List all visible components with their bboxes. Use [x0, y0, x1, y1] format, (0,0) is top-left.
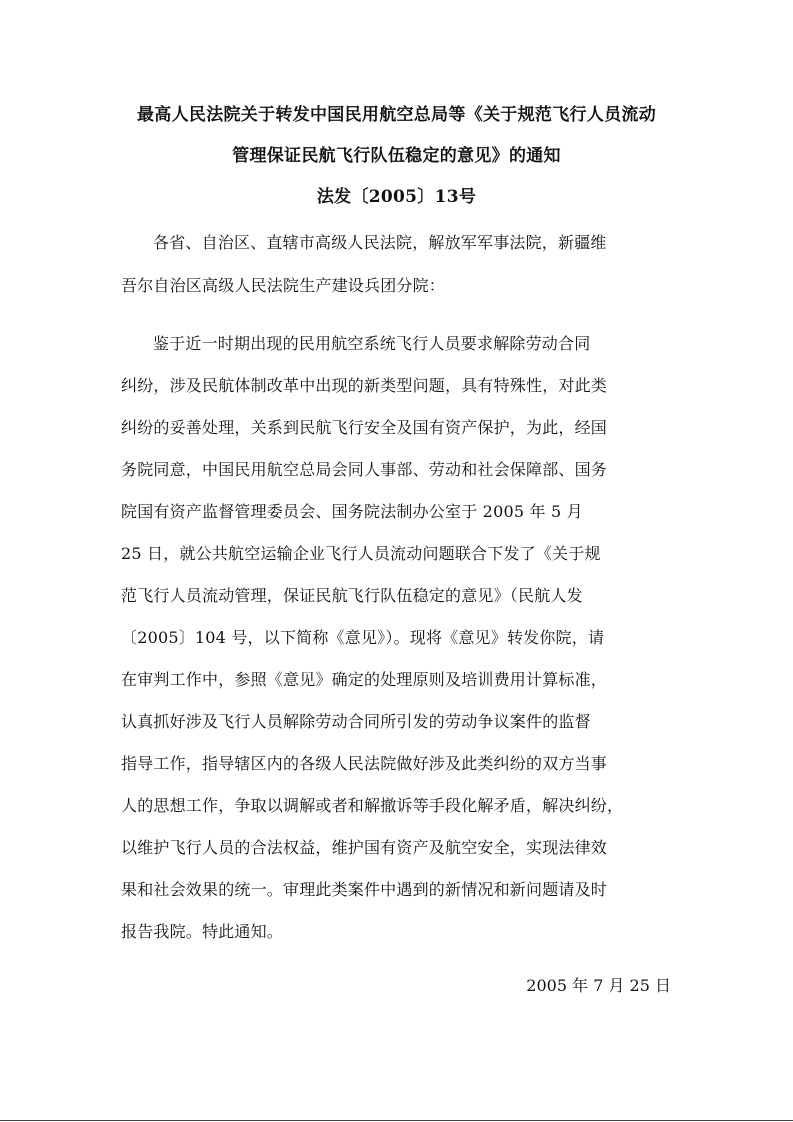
- body-line-1: 鉴于近一时期出现的民用航空系统飞行人员要求解除劳动合同: [153, 334, 591, 353]
- addressee-line-1: 各省、自治区、直辖市高级人民法院，解放军军事法院，新疆维: [153, 233, 607, 252]
- body-line-5: 院国有资产监督管理委员会、国务院法制办公室于 2005 年 5 月: [121, 502, 583, 521]
- document-date: 2005 年 7 月 25 日: [526, 976, 671, 995]
- body-line-13: 以维护飞行人员的合法权益，维护国有资产及航空安全，实现法律效: [121, 838, 608, 857]
- body-line-6: 25 日，就公共航空运输企业飞行人员流动问题联合下发了《关于规: [121, 544, 601, 563]
- body-line-8: 〔2005〕104 号，以下简称《意见》）。现将《意见》转发你院，请: [121, 628, 605, 647]
- document-title-line-1: 最高人民法院关于转发中国民用航空总局等《关于规范飞行人员流动: [137, 105, 656, 125]
- body-line-2: 纠纷，涉及民航体制改革中出现的新类型问题，具有特殊性，对此类: [121, 376, 608, 395]
- addressee-line-2: 吾尔自治区高级人民法院生产建设兵团分院：: [121, 276, 446, 295]
- body-line-10: 认真抓好涉及飞行人员解除劳动合同所引发的劳动争议案件的监督: [121, 712, 591, 731]
- body-line-12: 人的思想工作，争取以调解或者和解撤诉等手段化解矛盾，解决纠纷，: [121, 796, 624, 815]
- body-line-4: 务院同意，中国民用航空总局会同人事部、劳动和社会保障部、国务: [121, 460, 608, 479]
- page-bottom-divider: [0, 1120, 793, 1121]
- body-line-14: 果和社会效果的统一。审理此类案件中遇到的新情况和新问题请及时: [121, 880, 608, 899]
- body-line-11: 指导工作，指导辖区内的各级人民法院做好涉及此类纠纷的双方当事: [121, 754, 608, 773]
- document-number: 法发〔2005〕13号: [316, 187, 477, 207]
- document-title-line-2: 管理保证民航飞行队伍稳定的意见》的通知: [232, 146, 561, 166]
- body-line-9: 在审判工作中，参照《意见》确定的处理原则及培训费用计算标准，: [121, 670, 608, 689]
- body-line-7: 范飞行人员流动管理，保证民航飞行队伍稳定的意见》（民航人发: [121, 586, 583, 605]
- body-line-15: 报告我院。特此通知。: [121, 922, 284, 941]
- body-line-3: 纠纷的妥善处理，关系到民航飞行安全及国有资产保护，为此，经国: [121, 418, 608, 437]
